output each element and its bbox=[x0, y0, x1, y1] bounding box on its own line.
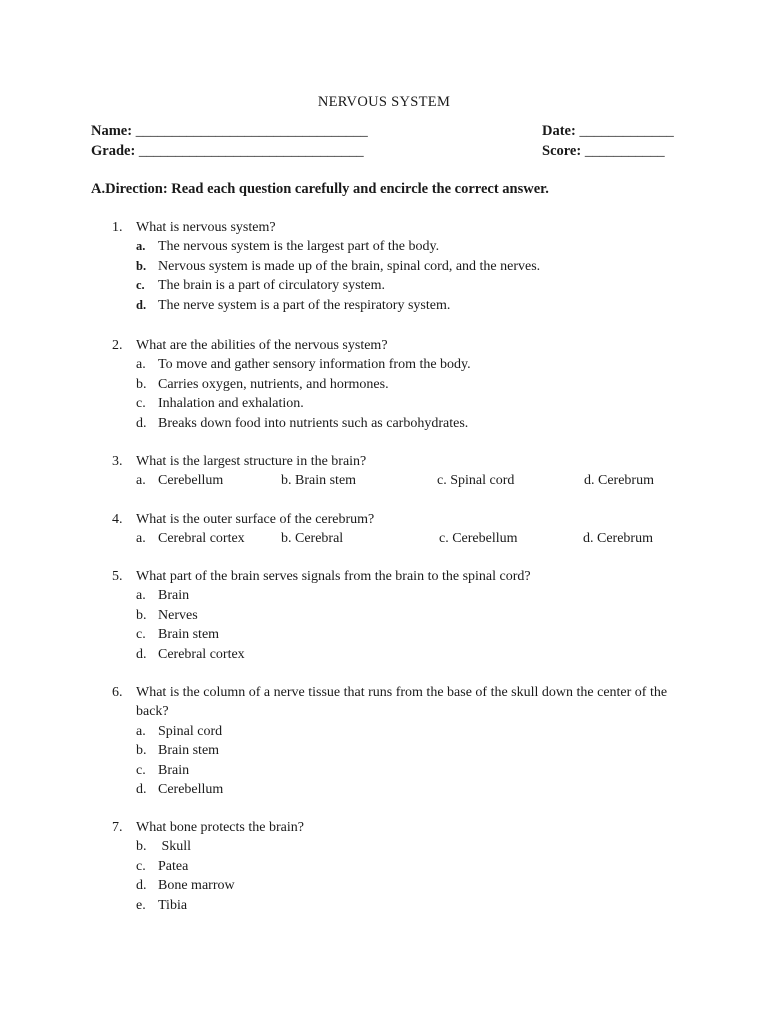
option-text: To move and gather sensory information from the body. bbox=[158, 357, 471, 373]
option-c bbox=[112, 761, 676, 780]
option-text: Cerebellum bbox=[158, 781, 224, 797]
question-5 bbox=[112, 567, 676, 664]
inline-options bbox=[112, 529, 676, 548]
question-text: What part of the brain serves signals from the brain to the spinal cord? bbox=[136, 569, 531, 584]
option-letter: e. bbox=[136, 897, 146, 913]
question-text: What is the outer surface of the cerebrum? bbox=[136, 512, 375, 527]
option-b: b. Cerebral bbox=[281, 531, 344, 547]
option-letter: d. bbox=[136, 878, 147, 894]
option-letter: c. bbox=[136, 858, 146, 874]
name-field bbox=[91, 123, 368, 140]
option-letter: c. bbox=[136, 627, 146, 643]
question-text: What bone protects the brain? bbox=[136, 820, 304, 835]
option-a bbox=[112, 237, 676, 256]
option-text: Brain bbox=[158, 588, 190, 604]
option-d bbox=[112, 414, 676, 433]
option-text: Nervous system is made up of the brain, spinal cord, and the nerves. bbox=[158, 258, 541, 274]
option-c: c. Cerebellum bbox=[439, 531, 518, 547]
option-letter: a. bbox=[136, 531, 146, 547]
option-letter: a. bbox=[136, 723, 146, 739]
option-letter: c. bbox=[136, 396, 146, 412]
grade-field bbox=[91, 143, 364, 160]
option-letter: b. bbox=[136, 607, 147, 623]
option-text: Patea bbox=[158, 858, 189, 874]
score-blank: ___________ bbox=[584, 143, 665, 159]
question-number: 2. bbox=[112, 338, 123, 353]
option-text: Inhalation and exhalation. bbox=[158, 396, 304, 412]
question-text: What is the column of a nerve tissue that runs from the base of the skull down the center of the back? bbox=[136, 685, 668, 720]
name-blank: ________________________________ bbox=[135, 123, 368, 139]
option-text: Bone marrow bbox=[158, 878, 235, 894]
option-text: Brain bbox=[158, 762, 190, 778]
option-a bbox=[112, 586, 676, 605]
option-d bbox=[112, 780, 676, 799]
option-letter: a. bbox=[136, 357, 146, 373]
option-text: Cerebral cortex bbox=[158, 531, 245, 547]
option-text: Skull bbox=[158, 839, 192, 855]
option-letter: a. bbox=[136, 473, 146, 489]
option-b: b. Brain stem bbox=[281, 473, 357, 489]
option-c bbox=[112, 857, 676, 876]
question-number: 6. bbox=[112, 685, 123, 700]
option-letter: d. bbox=[136, 781, 147, 797]
question-number: 7. bbox=[112, 820, 123, 835]
option-letter: a. bbox=[136, 588, 146, 604]
option-b bbox=[112, 375, 676, 394]
option-text: The brain is a part of circulatory system. bbox=[158, 278, 386, 294]
option-text: Brain stem bbox=[158, 743, 220, 759]
option-text: Carries oxygen, nutrients, and hormones. bbox=[158, 376, 389, 392]
grade-label: Grade: bbox=[91, 143, 136, 159]
option-text: Breaks down food into nutrients such as carbohydrates. bbox=[158, 415, 469, 431]
option-text: Brain stem bbox=[158, 627, 220, 643]
option-c bbox=[112, 276, 676, 295]
option-letter: b. bbox=[136, 258, 147, 273]
option-text: Cerebral cortex bbox=[158, 646, 245, 662]
option-b bbox=[112, 837, 676, 856]
question-number: 3. bbox=[112, 454, 123, 469]
question-text: What is the largest structure in the brain? bbox=[136, 454, 367, 469]
option-d: d. Cerebrum bbox=[583, 531, 653, 547]
option-letter: d. bbox=[136, 415, 147, 431]
option-text: The nervous system is the largest part of the body. bbox=[158, 239, 440, 255]
option-letter: a. bbox=[136, 239, 146, 254]
question-1 bbox=[112, 218, 676, 315]
option-letter: b. bbox=[136, 743, 147, 759]
option-d: d. Cerebrum bbox=[584, 473, 654, 489]
option-letter: c. bbox=[136, 278, 145, 293]
date-label: Date: bbox=[542, 123, 576, 139]
option-text: Spinal cord bbox=[158, 723, 223, 739]
question-number: 1. bbox=[112, 220, 123, 235]
date-blank: _____________ bbox=[579, 123, 674, 139]
option-letter: d. bbox=[136, 297, 147, 312]
option-letter: b. bbox=[136, 839, 147, 855]
question-3 bbox=[112, 452, 676, 491]
question-text: What are the abilities of the nervous system? bbox=[136, 338, 388, 353]
question-2 bbox=[112, 336, 676, 433]
option-a bbox=[112, 355, 676, 374]
option-b bbox=[112, 606, 676, 625]
name-label: Name: bbox=[91, 123, 133, 139]
grade-blank: _______________________________ bbox=[138, 143, 364, 159]
question-number: 4. bbox=[112, 512, 123, 527]
option-text: Nerves bbox=[158, 607, 198, 623]
option-d bbox=[112, 876, 676, 895]
option-letter: d. bbox=[136, 646, 147, 662]
direction-text: A.Direction: Read each question carefully and encircle the correct answer. bbox=[91, 181, 549, 197]
option-text: Tibia bbox=[158, 897, 188, 913]
question-4 bbox=[112, 510, 676, 549]
option-letter: c. bbox=[136, 762, 146, 778]
option-d bbox=[112, 645, 676, 664]
option-a bbox=[112, 722, 676, 741]
inline-options bbox=[112, 471, 676, 490]
option-c: c. Spinal cord bbox=[437, 473, 515, 489]
option-c bbox=[112, 625, 676, 644]
option-letter: b. bbox=[136, 376, 147, 392]
option-b bbox=[112, 257, 676, 276]
option-text: Cerebellum bbox=[158, 473, 224, 489]
date-field bbox=[542, 123, 674, 140]
option-d bbox=[112, 296, 676, 315]
option-b bbox=[112, 741, 676, 760]
question-number: 5. bbox=[112, 569, 123, 584]
score-label: Score: bbox=[542, 143, 582, 159]
question-7 bbox=[112, 818, 676, 915]
option-c bbox=[112, 394, 676, 413]
question-text: What is nervous system? bbox=[136, 220, 276, 235]
option-e bbox=[112, 896, 676, 915]
option-text: The nerve system is a part of the respiratory system. bbox=[158, 297, 451, 313]
page-title: NERVOUS SYSTEM bbox=[317, 94, 451, 110]
score-field bbox=[542, 143, 665, 160]
question-6 bbox=[112, 683, 676, 799]
